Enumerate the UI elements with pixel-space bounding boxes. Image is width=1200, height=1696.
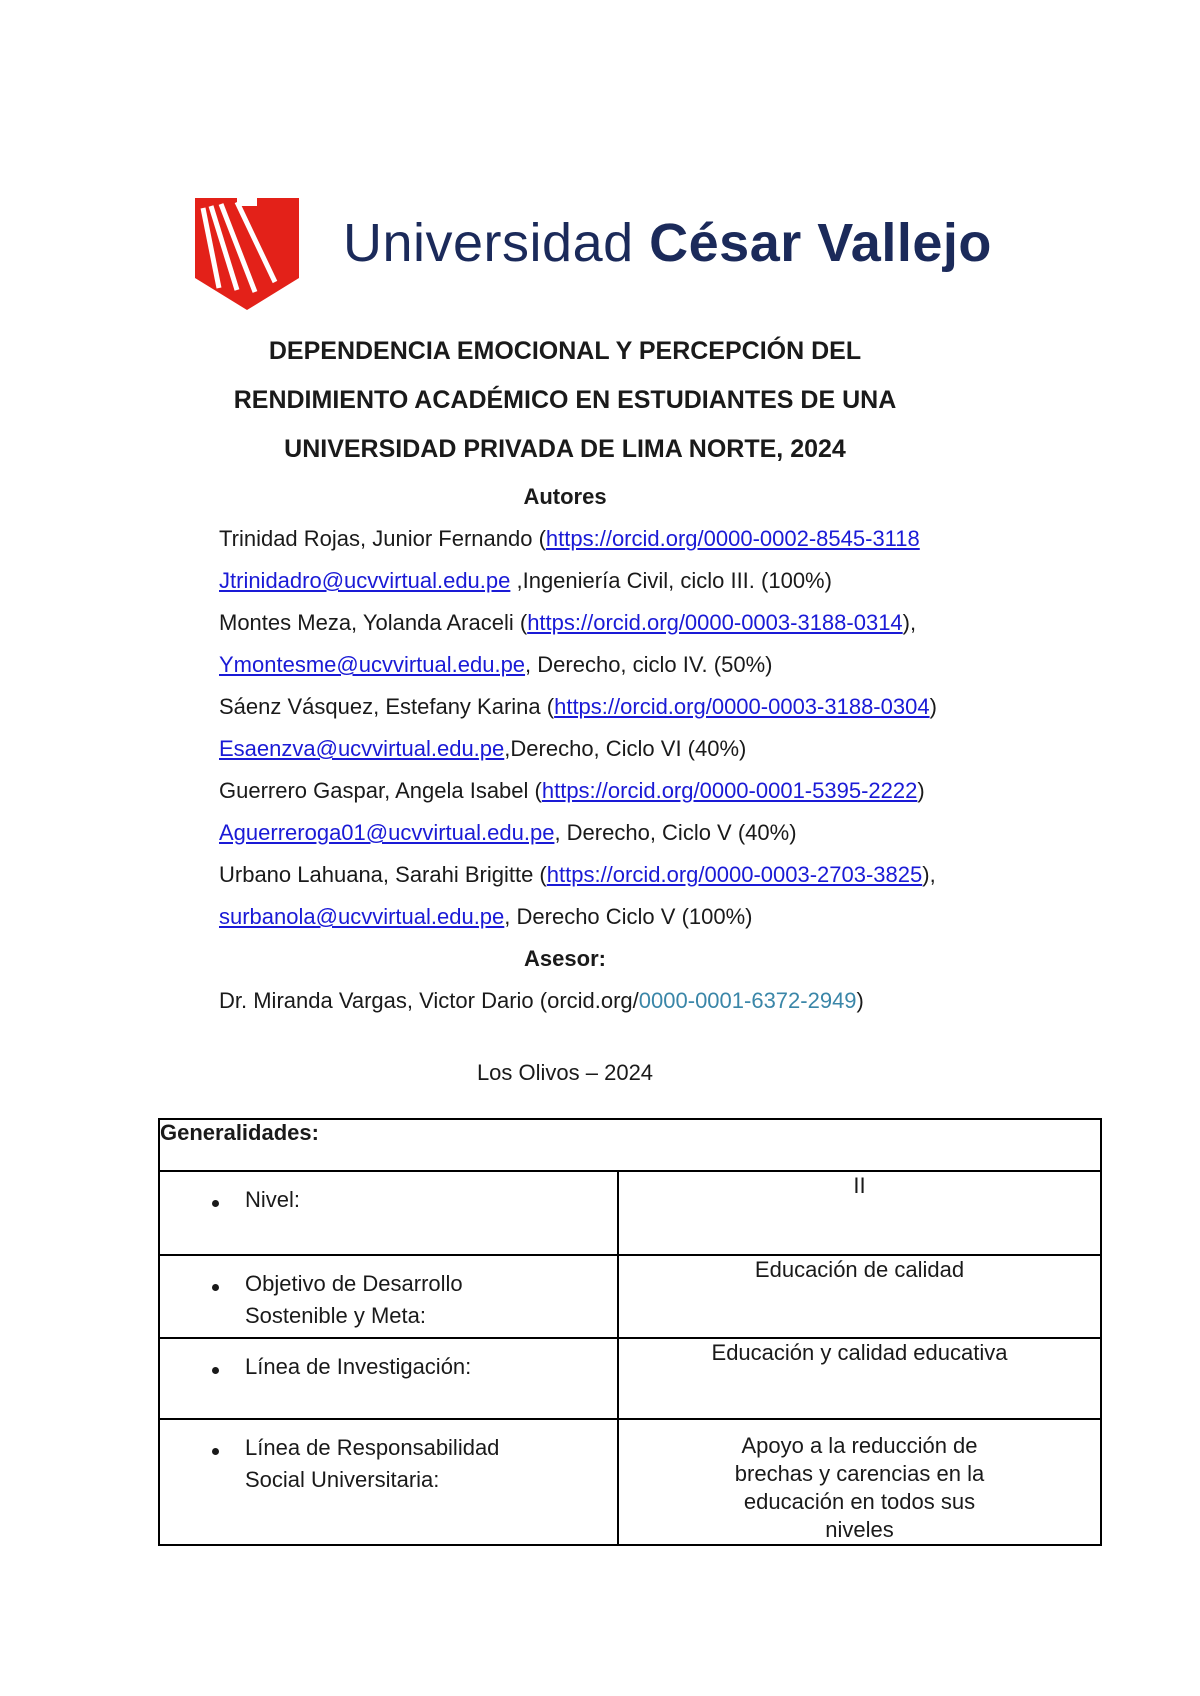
row-value-rsu-line1: Apoyo a la reducción de bbox=[741, 1433, 978, 1458]
table-row bbox=[159, 1171, 1101, 1255]
author-5-email-link[interactable]: surbanola@ucvvirtual.edu.pe bbox=[219, 904, 505, 929]
author-5-orcid-link[interactable]: https://orcid.org/0000-0003-2703-3825 bbox=[546, 862, 923, 887]
advisor-orcid-id[interactable]: 0000-0001-6372-2949 bbox=[638, 988, 857, 1013]
author-5-name-suffix: ), bbox=[922, 862, 936, 887]
title-line-1: DEPENDENCIA EMOCIONAL Y PERCEPCIÓN DEL bbox=[268, 337, 862, 365]
author-2-email-line bbox=[219, 652, 772, 678]
advisor-line bbox=[219, 988, 864, 1014]
place-date: Los Olivos – 2024 bbox=[476, 1060, 654, 1085]
author-2-email-link[interactable]: Ymontesme@ucvvirtual.edu.pe bbox=[219, 652, 526, 677]
author-2-name-line bbox=[219, 610, 916, 636]
title-line-2: RENDIMIENTO ACADÉMICO EN ESTUDIANTES DE UNA bbox=[233, 386, 897, 414]
author-4-name-suffix: ) bbox=[917, 778, 925, 803]
table-row bbox=[159, 1255, 1101, 1338]
author-3-details: ,Derecho, Ciclo VI (40%) bbox=[504, 736, 747, 761]
author-2-orcid-link[interactable]: https://orcid.org/0000-0003-3188-0314 bbox=[527, 610, 903, 635]
author-4-name: Guerrero Gaspar, Angela Isabel ( bbox=[219, 778, 542, 803]
author-2-name: Montes Meza, Yolanda Araceli ( bbox=[219, 610, 528, 635]
author-3-email-link[interactable]: Esaenzva@ucvvirtual.edu.pe bbox=[219, 736, 505, 761]
advisor-heading: Asesor: bbox=[524, 946, 606, 971]
row-label-cell bbox=[159, 1255, 618, 1338]
author-1-email-line bbox=[219, 568, 832, 594]
row-label-ods-line1: Objetivo de Desarrollo bbox=[245, 1271, 463, 1296]
row-label-rsu-line1: Línea de Responsabilidad bbox=[245, 1435, 500, 1460]
logo-text-bold: César Vallejo bbox=[649, 213, 992, 273]
author-1-details: ,Ingeniería Civil, ciclo III. (100%) bbox=[510, 568, 832, 593]
author-5-name: Urbano Lahuana, Sarahi Brigitte ( bbox=[219, 862, 547, 887]
row-label-nivel: Nivel: bbox=[245, 1187, 301, 1212]
logo-text-regular: Universidad bbox=[343, 213, 650, 273]
bullet-icon bbox=[212, 1284, 219, 1291]
bullet-icon bbox=[212, 1200, 219, 1207]
author-5-email-line bbox=[219, 904, 753, 930]
table-header-row bbox=[159, 1119, 1101, 1171]
author-1-name-line bbox=[219, 526, 920, 552]
author-3-email-line bbox=[219, 736, 746, 762]
advisor-name: Dr. Miranda Vargas, Victor Dario (orcid.org/ bbox=[219, 988, 639, 1013]
author-3-orcid-link[interactable]: https://orcid.org/0000-0003-3188-0304 bbox=[554, 694, 930, 719]
author-2-details: , Derecho, ciclo IV. (50%) bbox=[525, 652, 773, 677]
author-3-name-suffix: ) bbox=[929, 694, 937, 719]
shield-logo-icon bbox=[195, 198, 305, 310]
author-3-name-line bbox=[219, 694, 937, 720]
bullet-icon bbox=[212, 1367, 219, 1374]
row-label-cell bbox=[159, 1338, 618, 1419]
table-row bbox=[159, 1338, 1101, 1419]
row-value-nivel: II bbox=[618, 1171, 1101, 1255]
advisor-suffix: ) bbox=[856, 988, 864, 1013]
author-4-email-link[interactable]: Aguerreroga01@ucvvirtual.edu.pe bbox=[219, 820, 555, 845]
generalidades-table bbox=[158, 1118, 1102, 1546]
bullet-icon bbox=[212, 1448, 219, 1455]
row-label-investigacion: Línea de Investigación: bbox=[245, 1354, 472, 1379]
author-3-name: Sáenz Vásquez, Estefany Karina ( bbox=[219, 694, 555, 719]
row-label-rsu-line2: Social Universitaria: bbox=[245, 1467, 440, 1492]
author-4-email-line bbox=[219, 820, 797, 846]
generalidades-heading: Generalidades: bbox=[159, 1119, 1101, 1171]
row-value-rsu-line3: educación en todos sus bbox=[743, 1489, 976, 1514]
author-4-orcid-link[interactable]: https://orcid.org/0000-0001-5395-2222 bbox=[541, 778, 918, 803]
row-value-rsu-line2: brechas y carencias en la bbox=[734, 1461, 985, 1486]
author-5-details: , Derecho Ciclo V (100%) bbox=[504, 904, 753, 929]
authors-heading: Autores bbox=[523, 484, 607, 509]
logo-wordmark bbox=[343, 212, 992, 274]
author-1-email-link[interactable]: Jtrinidadro@ucvvirtual.edu.pe bbox=[219, 568, 511, 593]
row-value-rsu-line4: niveles bbox=[825, 1517, 894, 1542]
author-4-details: , Derecho, Ciclo V (40%) bbox=[554, 820, 797, 845]
author-4-name-line bbox=[219, 778, 925, 804]
row-label-cell bbox=[159, 1419, 618, 1545]
author-1-name: Trinidad Rojas, Junior Fernando ( bbox=[219, 526, 546, 551]
row-label-cell bbox=[159, 1171, 618, 1255]
row-value-ods: Educación de calidad bbox=[618, 1255, 1101, 1338]
author-5-name-line bbox=[219, 862, 936, 888]
row-value-investigacion: Educación y calidad educativa bbox=[618, 1338, 1101, 1419]
author-1-orcid-link[interactable]: https://orcid.org/0000-0002-8545-3118 bbox=[545, 526, 920, 551]
title-line-3: UNIVERSIDAD PRIVADA DE LIMA NORTE, 2024 bbox=[284, 435, 846, 463]
author-2-name-suffix: ), bbox=[902, 610, 917, 635]
row-value-rsu bbox=[618, 1419, 1101, 1545]
table-row bbox=[159, 1419, 1101, 1545]
university-logo bbox=[195, 198, 1075, 310]
row-label-ods-line2: Sostenible y Meta: bbox=[245, 1303, 426, 1328]
